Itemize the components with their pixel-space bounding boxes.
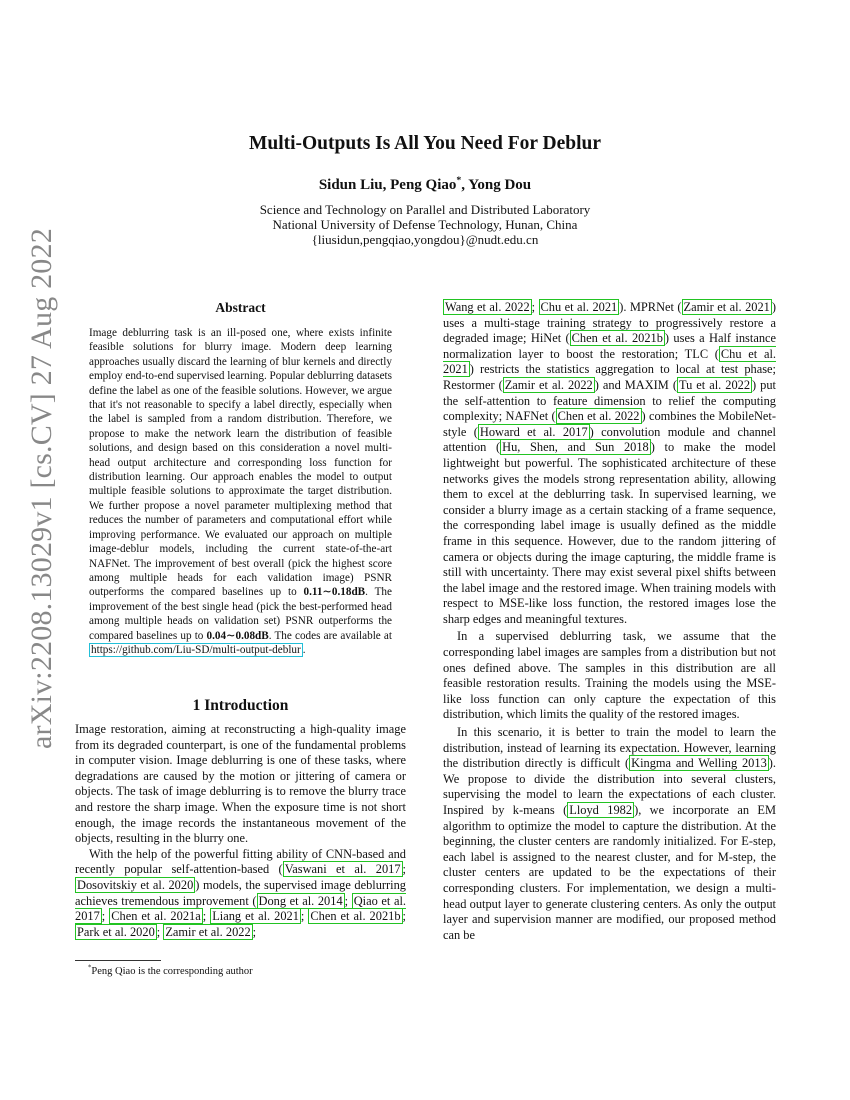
body-text: ; [252, 924, 257, 939]
affiliation-line: Science and Technology on Parallel and Distributed Laboratory [259, 202, 591, 217]
abstract-text: . The improvement of the best single head (pick the best-performed head among multiple heads on validation set) PSNR outperforms the compared baselines up to [89, 586, 392, 642]
citation-link[interactable]: Vaswani et al. 2017 [284, 862, 401, 877]
body-text: ), we incorporate an EM algorithm to optimize the model to capture the distribution. At the beginning, the cluster centers are randomly initialized. For E-step, each label is assigned to the nearest cluster, and for M-step, the cluster centers are updated to be the expectations of their corresponding clusters. For implementation, we design a multi-head output layer to generate clustering centers. As only the output layer and supervision manner are modified, our proposed method can be [443, 803, 777, 942]
intro-paragraph [75, 847, 406, 941]
citation-link[interactable]: Lloyd 1982 [569, 803, 633, 817]
citation-link[interactable]: Chen et al. 2021b [571, 331, 663, 346]
body-text: ) put the self-attention to feature dimension to relief the computing complexity; NAFNet ( [443, 377, 776, 424]
footnote-rule [75, 960, 161, 961]
code-repo-link[interactable]: https://github.com/Liu-SD/multi-output-deblur [91, 643, 301, 656]
citation-link[interactable]: Dong et al. 2014 [258, 893, 343, 908]
body-text: ) combines the MobileNet-style ( [443, 409, 777, 439]
paper-authors: Sidun Liu, Peng Qiao*, Yong Dou [318, 175, 532, 193]
right-column-body [443, 300, 776, 945]
citation-link[interactable]: Kingma and Welling 2013 [631, 756, 767, 771]
abstract-text: . The codes are available at [268, 629, 392, 642]
citation-link[interactable]: Zamir et al. 2021 [683, 300, 770, 314]
paper-title: Multi-Outputs Is All You Need For Deblur [248, 133, 602, 154]
citation-link[interactable]: Tu et al. 2022 [678, 377, 751, 392]
abstract-text: Image deblurring task is an ill-posed one, where exists infinite feasible solutions for blurry image. Modern deep learning approaches usually discard the learning of blur kernels and directly employ end-to-end supervised learning. Popular deblurring datasets define the label as one of the feasible solutions. However, we argue that it's not reasonable to specify a label directly, especially when the label is sampled from a random distribution. Therefore, we propose to make the network learn the distribution of feasible solutions, and design based on this consideration a novel multi-head output architecture and corresponding loss function for distribution learning. Our approach enables the model to output multiple feasible solutions to approximate the target distribution. We further propose a novel parameter multiplexing method that reduces the number of parameters and computational effort while improving performance. We evaluated our approach on multiple image-deblur models, including the current state-of-the-art NAFNet. The improvement of best overall (pick the highest score among multiple heads for each validation image) PSNR outperforms the compared baselines up to [89, 327, 392, 599]
citation-link[interactable]: Wang et al. 2022 [445, 300, 530, 314]
body-text: ; [202, 909, 211, 924]
section-heading-introduction: 1 Introduction [192, 697, 289, 714]
body-text: ; [300, 909, 309, 924]
citation-link[interactable]: Chen et al. 2022 [557, 409, 640, 424]
affiliation-email: {liusidun,pengqiao,yongdou}@nudt.edu.cn [311, 232, 539, 247]
citation-link[interactable]: Qiao et al. 2017 [75, 893, 406, 924]
intro-paragraph [443, 300, 776, 627]
citation-link[interactable]: Zamir et al. 2022 [504, 377, 593, 392]
intro-paragraph: Image restoration, aiming at reconstructing a high-quality image from its degraded counterpart, is one of the fundamental problems in computer vision. Image deblurring is one of these tasks, where degradations are caused by the motion or jittering of camera or objects. The task of image deblurring is to remove the blurry trace and restore the sharp image. When the exposure time is not short enough, the image records the instantaneous movement of the objects, resulting in the blurry one. [75, 722, 406, 846]
citation-link[interactable]: Chu et al. 2021 [443, 346, 776, 377]
body-text: In this scenario, it is better to train the model to learn the distribution, instead of learning its expectation. However, learning the distribution directly is difficult ( [443, 725, 776, 771]
citation-link[interactable]: Liang et al. 2021 [212, 909, 299, 924]
affiliation-block [0, 202, 850, 247]
body-text: ) restricts the statistics aggregation to local at test phase; Restormer ( [443, 362, 776, 392]
arxiv-side-stamp [8, 228, 72, 749]
abstract-heading: Abstract [215, 300, 266, 315]
left-column-body [75, 722, 406, 940]
body-text: ). MPRNet ( [619, 300, 682, 314]
abstract-body [89, 326, 392, 657]
citation-link[interactable]: Hu, Shen, and Sun 2018 [502, 440, 649, 455]
affiliation-line: National University of Defense Technology, Hunan, China [272, 217, 578, 232]
body-text: ; [531, 300, 539, 314]
body-text: ). We propose to divide the distribution into several clusters, supervising the model to learn the expectations of each cluster. Inspired by k-means ( [443, 756, 776, 817]
body-text: ; [156, 924, 164, 939]
body-text: With the help of the powerful fitting ability of CNN-based and recently popular self-attention-based ( [75, 846, 406, 877]
author-footnote-marker: * [456, 175, 462, 186]
intro-paragraph: In a supervised deblurring task, we assume that the corresponding label images are samples from a distribution but not ones defined above. The samples in this distribution are all feasible restoration results. Training the models using the MSE-like loss function can only capture the expectation of this distribution, which limits the quality of the restored images. [443, 629, 776, 722]
citation-link[interactable]: Dosovitskiy et al. 2020 [77, 877, 194, 892]
citation-link[interactable]: Howard et al. 2017 [479, 424, 588, 439]
citation-link[interactable]: Park et al. 2020 [77, 924, 155, 939]
footnote: *Peng Qiao is the corresponding author [88, 964, 253, 977]
abstract-text: . [302, 643, 306, 656]
citation-link[interactable]: Chen et al. 2021a [111, 909, 201, 924]
abstract-result-overall: 0.11∼0.18dB [303, 586, 366, 599]
body-text: ; [101, 909, 110, 924]
body-text: ) to make the model lightweight but powerful. The sophisticated architecture of these networks gives the models strong representation ability, allowing them to excel at the deblurring task. In supervised learning, we consider a blurry image as a certain stacking of a frame sequence, the corresponding label image is usually defined as the middle frame in this sequence. However, due to the random jittering of camera or objects during the image capturing, the middle frame is still with uncertainty. There may exist several pixel shifts between the label image and the restored image. When training models with respect to MSE-like loss function, the restored images lose the sharp edges and meaningful textures. [443, 440, 776, 626]
body-text: ; [402, 909, 406, 924]
abstract-paragraph [89, 326, 392, 657]
body-text: ) convolution module and channel attention ( [443, 424, 776, 455]
body-text: ) and MAXIM ( [594, 377, 677, 392]
abstract-result-single: 0.04∼0.08dB [206, 629, 269, 642]
body-text: ; [344, 893, 352, 908]
citation-link[interactable]: Chu et al. 2021 [540, 300, 618, 314]
intro-paragraph [443, 725, 776, 943]
body-text: ) models, the supervised image deblurring achieves tremendous improvement ( [75, 877, 407, 908]
citation-link[interactable]: Chen et al. 2021b [310, 909, 401, 924]
body-text: ) uses a Half instance normalization layer to boost the restoration; TLC ( [443, 331, 777, 361]
body-text: ; [402, 862, 406, 877]
body-text: ) uses a multi-stage training strategy to progressively restore a degraded image; HiNet ( [443, 300, 776, 346]
arxiv-id: arXiv:2208.13029v1 [cs.CV] 27 Aug 2022 [25, 228, 58, 749]
citation-link[interactable]: Zamir et al. 2022 [165, 924, 251, 939]
footnote-marker: * [88, 964, 92, 972]
